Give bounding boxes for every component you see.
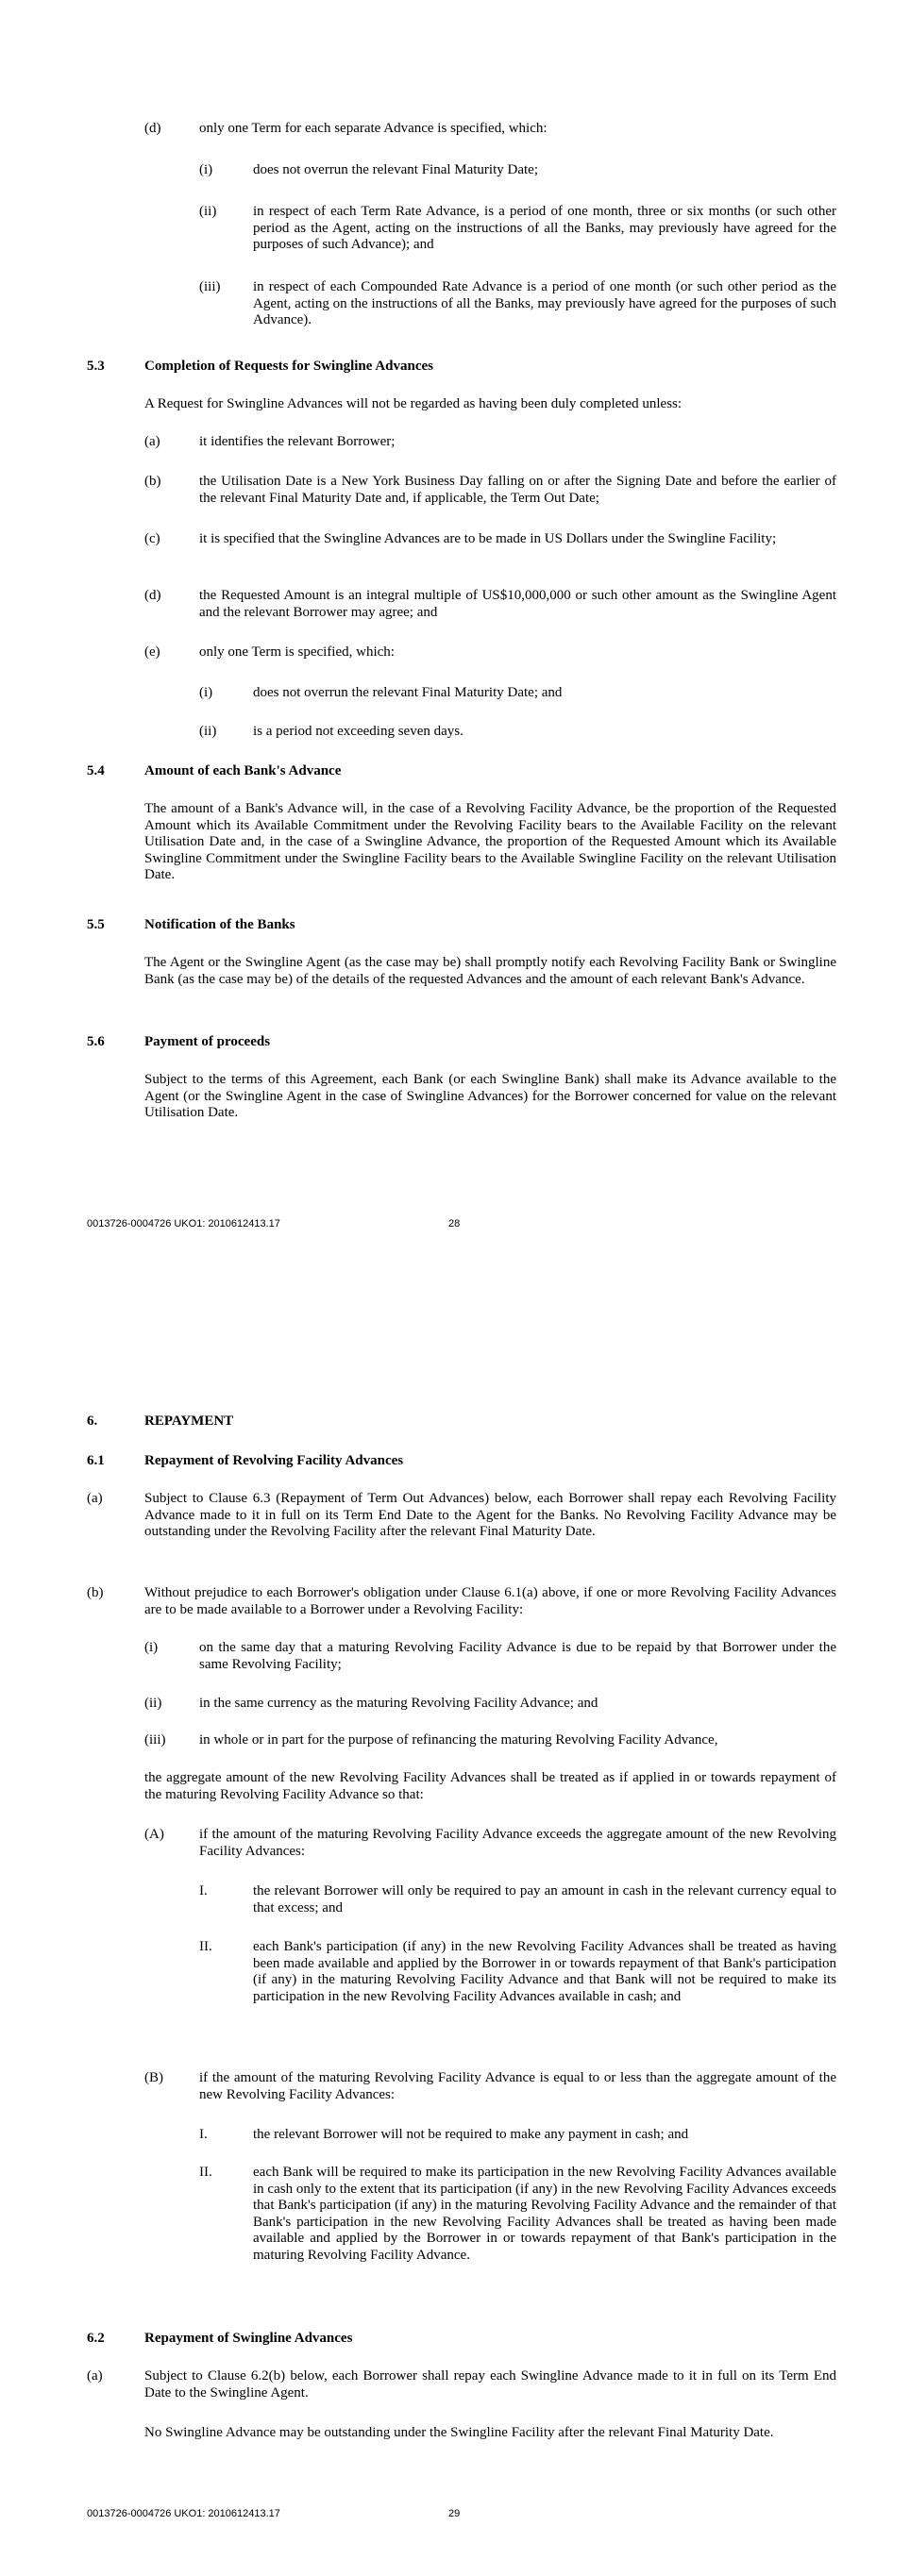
section-heading: Payment of proceeds	[144, 1034, 271, 1049]
list-label: II.	[199, 1939, 212, 1954]
list-label: (iii)	[144, 1732, 166, 1748]
section-heading: Amount of each Bank's Advance	[144, 763, 342, 778]
list-label: (ii)	[199, 724, 217, 739]
paragraph: Subject to the terms of this Agreement, each Bank (or each Swingline Bank) shall make its Advance available to the Agent (or the Swingline Agent in the case of Swingline Advances) for the Borrower concerned for value on the relevant Utilisation Date.	[144, 1072, 836, 1120]
list-text: does not overrun the relevant Final Maturity Date; and	[253, 685, 563, 700]
list-label: (e)	[144, 644, 160, 660]
list-text: in respect of each Term Rate Advance, is a period of one month, three or six months (or such other period as the Agent, acting on the instructions of all the Banks, may previously have agreed for the purposes of such Advance); and	[253, 204, 836, 252]
section-heading: REPAYMENT	[144, 1413, 234, 1429]
section-number: 5.6	[87, 1034, 105, 1049]
list-text: Without prejudice to each Borrower's obligation under Clause 6.1(a) above, if one or more Revolving Facility Advances are to be made available to a Borrower under a Revolving Facility:	[144, 1585, 836, 1617]
document-page-28	[0, 0, 910, 1287]
list-label: (i)	[144, 1640, 159, 1655]
paragraph: The amount of a Bank's Advance will, in the case of a Revolving Facility Advance, be the proportion of the Requested Amount which its Available Commitment under the Revolving Facility bears to the Available Facility on the relevant Utilisation Date and, in the case of a Swingline Advance, the proportion of the Requested Amount which its Available Swingline Commitment under the Swingline Facility bears to the Available Swingline Facility on the relevant Utilisation Date.	[144, 801, 836, 882]
list-label: (b)	[87, 1585, 104, 1600]
list-text: it is specified that the Swingline Advances are to be made in US Dollars under the Swingline Facility;	[199, 531, 777, 546]
list-text: in whole or in part for the purpose of refinancing the maturing Revolving Facility Advance,	[199, 1732, 718, 1748]
section-heading: Repayment of Swingline Advances	[144, 2331, 353, 2346]
list-text: only one Term is specified, which:	[199, 644, 395, 660]
list-label: (A)	[144, 1827, 164, 1842]
paragraph: No Swingline Advance may be outstanding under the Swingline Facility after the relevant Final Maturity Date.	[144, 2425, 774, 2440]
list-label: (b)	[144, 474, 161, 489]
list-label: (d)	[144, 588, 161, 603]
section-heading: Completion of Requests for Swingline Advances	[144, 359, 433, 374]
list-text: it identifies the relevant Borrower;	[199, 434, 396, 449]
list-label: II.	[199, 2165, 212, 2180]
list-label: (B)	[144, 2070, 163, 2085]
list-text: if the amount of the maturing Revolving Facility Advance exceeds the aggregate amount of the new Revolving Facility Advances:	[199, 1827, 836, 1859]
section-number: 6.1	[87, 1453, 105, 1468]
list-label: (ii)	[144, 1696, 162, 1711]
paragraph: the aggregate amount of the new Revolving Facility Advances shall be treated as if applied in or towards repayment of the maturing Revolving Facility Advance so that:	[144, 1770, 836, 1802]
page-number: 28	[448, 1218, 461, 1229]
list-text: does not overrun the relevant Final Maturity Date;	[253, 162, 538, 177]
list-text: if the amount of the maturing Revolving Facility Advance is equal to or less than the aggregate amount of the new Revolving Facility Advances:	[199, 2070, 836, 2102]
list-label: I.	[199, 1883, 208, 1899]
list-text: the Requested Amount is an integral multiple of US$10,000,000 or such other amount as the Swingline Agent and the relevant Borrower may agree; and	[199, 588, 836, 620]
list-text: Subject to Clause 6.2(b) below, each Borrower shall repay each Swingline Advance made to it in full on its Term End Date to the Swingline Agent.	[144, 2368, 836, 2400]
page-number: 29	[448, 2508, 461, 2519]
list-label: (i)	[199, 685, 213, 700]
list-text: in respect of each Compounded Rate Advance is a period of one month (or such other period as the Agent, acting on the instructions of all the Banks, may previously have agreed for the purposes of such Advance).	[253, 279, 836, 327]
paragraph: The Agent or the Swingline Agent (as the case may be) shall promptly notify each Revolving Facility Bank or Swingline Bank (as the case may be) of the details of the requested Advances and the amount of each relevant Bank's Advance.	[144, 955, 836, 987]
section-number: 5.3	[87, 359, 105, 374]
list-text: the relevant Borrower will only be required to pay an amount in cash in the relevant currency equal to that excess; and	[253, 1883, 836, 1915]
list-label: (i)	[199, 162, 213, 177]
list-label: (d)	[144, 121, 161, 136]
list-text: each Bank's participation (if any) in the new Revolving Facility Advances shall be treated as having been made available and applied by the Borrower in or towards repayment of that Bank's participation (if any) in the maturing Revolving Facility Advance and that Bank will not be required to make its participation in the new Revolving Facility Advances available in cash; and	[253, 1939, 836, 2004]
section-number: 5.4	[87, 763, 105, 778]
list-text: in the same currency as the maturing Revolving Facility Advance; and	[199, 1696, 598, 1711]
list-text: the relevant Borrower will not be required to make any payment in cash; and	[253, 2127, 689, 2142]
document-page-29	[0, 1288, 910, 2576]
paragraph: A Request for Swingline Advances will not be regarded as having been duly completed unless:	[144, 396, 682, 411]
section-number: 6.2	[87, 2331, 105, 2346]
section-heading: Repayment of Revolving Facility Advances	[144, 1453, 404, 1468]
list-label: (ii)	[199, 204, 217, 219]
list-text: Subject to Clause 6.3 (Repayment of Term Out Advances) below, each Borrower shall repay each Revolving Facility Advance made to it in full on its Term End Date to the Agent for the Banks. No Revolving Facility Advance may be outstanding under the Revolving Facility after the relevant Final Maturity Date.	[144, 1491, 836, 1539]
section-number: 6.	[87, 1413, 98, 1429]
footer-reference: 0013726-0004726 UKO1: 2010612413.17	[87, 2508, 280, 2519]
list-label: (a)	[87, 1491, 103, 1506]
list-label: (c)	[144, 531, 160, 546]
list-text: on the same day that a maturing Revolving Facility Advance is due to be repaid by that Borrower under the same Revolving Facility;	[199, 1640, 836, 1672]
section-number: 5.5	[87, 917, 105, 932]
list-text: the Utilisation Date is a New York Business Day falling on or after the Signing Date and before the earlier of the relevant Final Maturity Date and, if applicable, the Term Out Date;	[199, 474, 836, 506]
list-label: (a)	[144, 434, 160, 449]
footer-reference: 0013726-0004726 UKO1: 2010612413.17	[87, 1218, 280, 1229]
list-text: is a period not exceeding seven days.	[253, 724, 463, 739]
list-text: only one Term for each separate Advance is specified, which:	[199, 121, 548, 136]
list-text: each Bank will be required to make its participation in the new Revolving Facility Advances available in cash only to the extent that its participation (if any) in the new Revolving Facility Advances exceeds that Bank's participation (if any) in the maturing Revolving Facility Advance and the remainder of that Bank's participation in the new Revolving Facility Advances shall be treated as having been made available and applied by the Borrower in or towards repayment of that Bank's participation in the maturing Revolving Facility Advance.	[253, 2165, 836, 2263]
list-label: (iii)	[199, 279, 221, 294]
list-label: (a)	[87, 2368, 103, 2384]
list-label: I.	[199, 2127, 208, 2142]
section-heading: Notification of the Banks	[144, 917, 295, 932]
